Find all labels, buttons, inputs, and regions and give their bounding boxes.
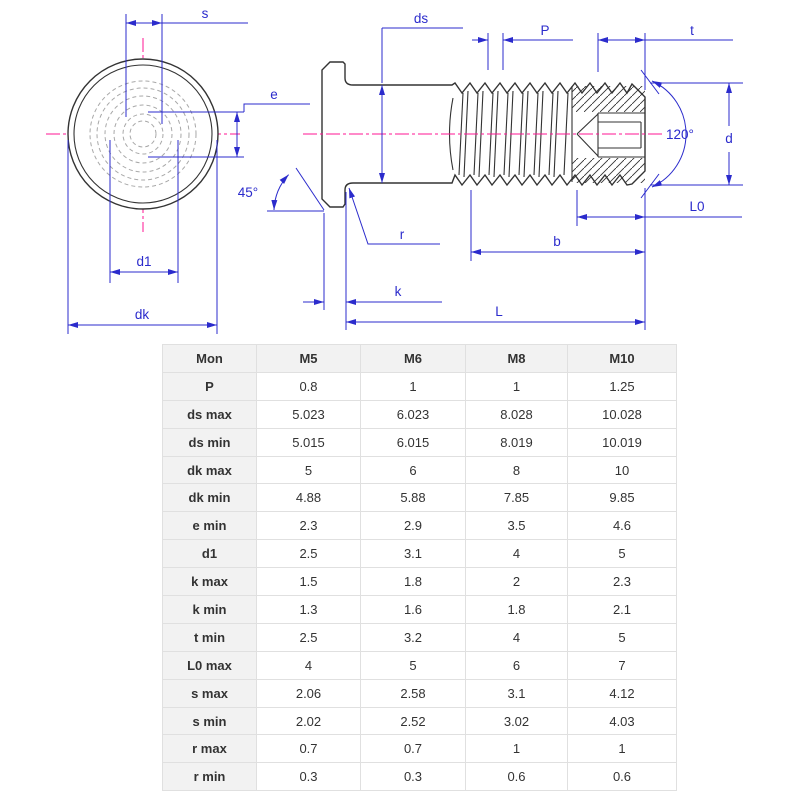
cell-value: 2.5: [257, 540, 361, 568]
cell-value: 1.8: [361, 568, 466, 596]
row-label: L0 max: [163, 651, 257, 679]
cell-value: 2.58: [361, 679, 466, 707]
cell-value: 2.5: [257, 623, 361, 651]
dim-label-r: r: [399, 227, 405, 242]
cell-value: 0.7: [361, 735, 466, 763]
cell-value: 1: [466, 735, 568, 763]
cell-value: 6: [466, 651, 568, 679]
cell-value: 2: [466, 568, 568, 596]
cell-value: 6.023: [361, 400, 466, 428]
dim-label-45: 45°: [237, 185, 259, 200]
dim-label-t: t: [690, 23, 694, 38]
cell-value: 4.88: [257, 484, 361, 512]
dim-d: [650, 83, 743, 185]
dim-p: [472, 23, 573, 70]
cell-value: 7: [568, 651, 677, 679]
dim-r: [349, 188, 440, 244]
row-label: t min: [163, 623, 257, 651]
row-label: k min: [163, 596, 257, 624]
cell-value: 3.02: [466, 707, 568, 735]
cell-value: 5: [568, 540, 677, 568]
dim-label-p: P: [540, 23, 550, 38]
cell-value: 2.02: [257, 707, 361, 735]
cell-value: 1.25: [568, 372, 677, 400]
spec-table: [162, 344, 677, 791]
cell-value: 2.52: [361, 707, 466, 735]
dim-label-l0: L0: [689, 199, 705, 214]
column-header: M5: [257, 345, 361, 373]
dim-l: [346, 188, 645, 330]
table-row: [163, 568, 677, 596]
cell-value: 4.6: [568, 512, 677, 540]
cell-value: 1.5: [257, 568, 361, 596]
table-row: [163, 651, 677, 679]
cell-value: 5.015: [257, 428, 361, 456]
cell-value: 2.1: [568, 596, 677, 624]
dim-label-l: L: [495, 304, 503, 319]
row-label: e min: [163, 512, 257, 540]
row-label: d1: [163, 540, 257, 568]
cell-value: 0.3: [361, 763, 466, 791]
row-label: s max: [163, 679, 257, 707]
cell-value: 2.3: [568, 568, 677, 596]
dim-label-dk: dk: [134, 307, 150, 322]
cell-value: 5.88: [361, 484, 466, 512]
cell-value: 9.85: [568, 484, 677, 512]
spec-table-header: [163, 345, 677, 373]
cell-value: 4: [257, 651, 361, 679]
cell-value: 2.9: [361, 512, 466, 540]
cell-value: 1: [361, 372, 466, 400]
table-row: [163, 372, 677, 400]
row-label: s min: [163, 707, 257, 735]
cell-value: 7.85: [466, 484, 568, 512]
cell-value: 5: [568, 623, 677, 651]
dim-label-b: b: [553, 234, 561, 249]
cell-value: 5.023: [257, 400, 361, 428]
cell-value: 1.8: [466, 596, 568, 624]
table-row: [163, 484, 677, 512]
row-label: r max: [163, 735, 257, 763]
dim-angle45: [238, 168, 324, 211]
cell-value: 0.6: [466, 763, 568, 791]
column-header: M8: [466, 345, 568, 373]
cell-value: 5: [361, 651, 466, 679]
dim-label-ds: ds: [413, 11, 429, 26]
row-label: ds min: [163, 428, 257, 456]
table-row: [163, 456, 677, 484]
cell-value: 4: [466, 540, 568, 568]
dim-label-s: s: [201, 6, 209, 21]
cell-value: 1: [568, 735, 677, 763]
row-label: P: [163, 372, 257, 400]
technical-drawing: [0, 0, 800, 344]
cell-value: 2.06: [257, 679, 361, 707]
table-row: [163, 596, 677, 624]
dim-l0: [577, 190, 742, 226]
cell-value: 4: [466, 623, 568, 651]
cell-value: 6: [361, 456, 466, 484]
cell-value: 0.8: [257, 372, 361, 400]
table-row: [163, 428, 677, 456]
cell-value: 4.12: [568, 679, 677, 707]
column-header: Mon: [163, 345, 257, 373]
side-view: [303, 62, 663, 207]
cell-value: 10.019: [568, 428, 677, 456]
cell-value: 4.03: [568, 707, 677, 735]
table-row: [163, 763, 677, 791]
dim-label-120: 120°: [666, 127, 694, 142]
dim-t: [598, 23, 733, 90]
cell-value: 2.3: [257, 512, 361, 540]
table-row: [163, 512, 677, 540]
cell-value: 1: [466, 372, 568, 400]
cell-value: 10.028: [568, 400, 677, 428]
row-label: dk max: [163, 456, 257, 484]
cell-value: 0.6: [568, 763, 677, 791]
column-header: M6: [361, 345, 466, 373]
cell-value: 8: [466, 456, 568, 484]
front-view: [46, 38, 240, 232]
dim-label-d1: d1: [136, 254, 152, 269]
dim-b: [471, 190, 645, 261]
column-header: M10: [568, 345, 677, 373]
dim-label-k: k: [394, 284, 402, 299]
row-label: ds max: [163, 400, 257, 428]
table-row: [163, 400, 677, 428]
cell-value: 0.3: [257, 763, 361, 791]
cell-value: 8.019: [466, 428, 568, 456]
spec-table-body: [163, 372, 677, 790]
cell-value: 3.1: [361, 540, 466, 568]
cell-value: 3.1: [466, 679, 568, 707]
row-label: dk min: [163, 484, 257, 512]
cell-value: 3.5: [466, 512, 568, 540]
cell-value: 8.028: [466, 400, 568, 428]
table-row: [163, 679, 677, 707]
cell-value: 3.2: [361, 623, 466, 651]
dim-label-d: d: [725, 131, 733, 146]
row-label: r min: [163, 763, 257, 791]
cell-value: 1.6: [361, 596, 466, 624]
dim-label-e: e: [270, 87, 278, 102]
table-row: [163, 540, 677, 568]
row-label: k max: [163, 568, 257, 596]
dim-k: [303, 192, 442, 330]
table-row: [163, 623, 677, 651]
cell-value: 5: [257, 456, 361, 484]
cell-value: 6.015: [361, 428, 466, 456]
cell-value: 0.7: [257, 735, 361, 763]
table-row: [163, 735, 677, 763]
cell-value: 1.3: [257, 596, 361, 624]
cell-value: 10: [568, 456, 677, 484]
table-row: [163, 707, 677, 735]
